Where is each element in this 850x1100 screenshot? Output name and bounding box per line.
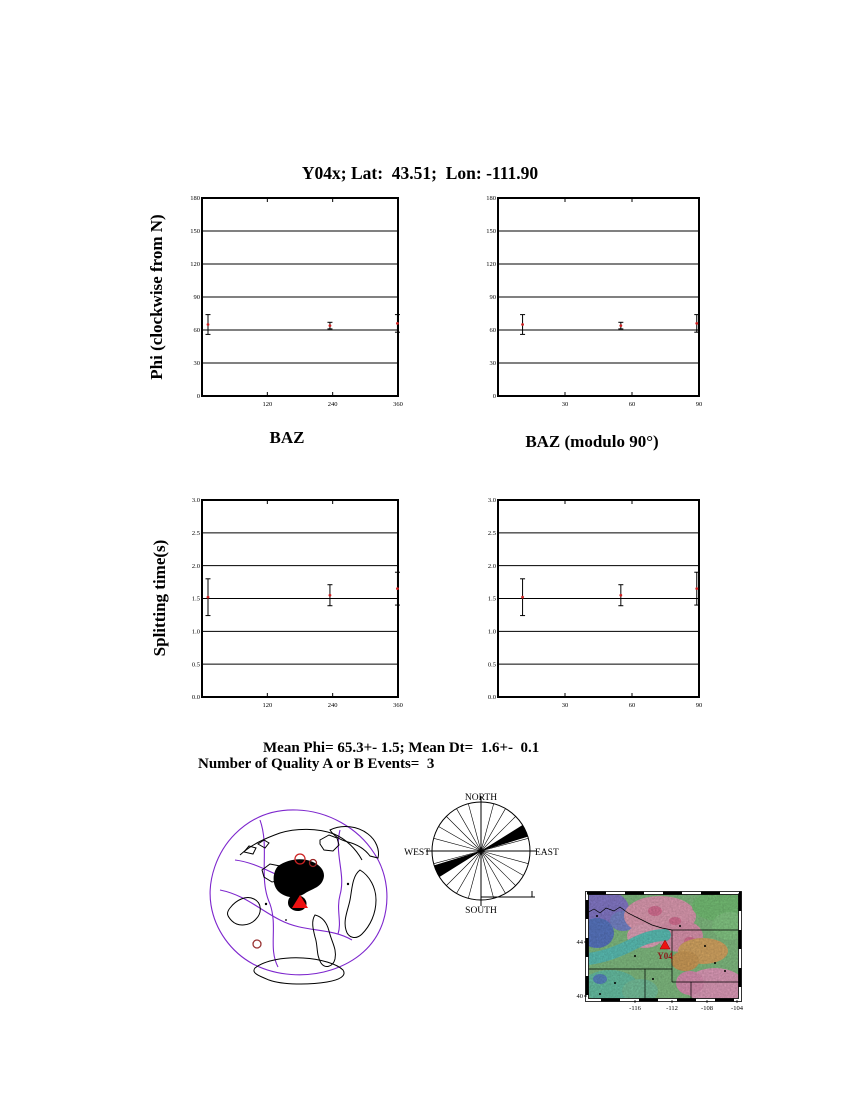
chart-content [192,497,403,709]
svg-text:150: 150 [190,228,200,236]
event-count-text: Number of Quality A or B Events= 3 [198,756,435,772]
data-point [207,596,210,599]
svg-text:3.0: 3.0 [191,497,200,505]
map-ytick-40: 40 [576,993,583,1000]
data-point [521,596,524,599]
svg-text:180: 180 [190,195,200,203]
svg-text:3.0: 3.0 [487,497,496,505]
splitting-time-axis-label: Splitting time(s) [150,539,169,657]
rose-art [426,796,536,906]
rose-plot [395,785,570,920]
svg-text:0.0: 0.0 [191,694,200,702]
topography [580,891,748,1004]
svg-text:0: 0 [196,393,200,401]
data-point [329,594,332,597]
chart-content [488,497,702,709]
svg-text:120: 120 [262,702,273,709]
rose-label-west: WEST [404,848,430,858]
baz-axis-label: BAZ [269,428,305,447]
svg-text:30: 30 [561,702,569,709]
svg-text:30: 30 [193,360,200,368]
map-xtick-112: -112 [666,1005,678,1012]
svg-text:120: 120 [486,261,496,269]
svg-text:0.5: 0.5 [191,661,200,669]
svg-text:30: 30 [489,360,496,368]
svg-text:30: 30 [561,401,569,408]
svg-text:60: 60 [628,702,636,709]
rose-filled-wedge [481,825,528,851]
continent-fill-cluster [265,859,349,921]
rose-label-east: EAST [535,848,559,858]
svg-text:120: 120 [262,401,273,408]
globe-event-map [200,800,395,992]
svg-text:0.5: 0.5 [487,661,496,669]
data-point [207,323,210,326]
svg-text:1.0: 1.0 [487,628,496,636]
baz-mod90-axis-label: BAZ (modulo 90°) [525,432,659,451]
svg-text:240: 240 [327,702,338,709]
data-point [619,324,622,327]
svg-text:60: 60 [628,401,636,408]
svg-text:1.5: 1.5 [191,595,200,603]
data-point [521,323,524,326]
phi-vs-baz-plot [172,190,408,414]
data-point [396,322,399,325]
chart-content [486,195,702,408]
svg-text:2.0: 2.0 [191,562,200,570]
map-xtick-116: -116 [629,1005,641,1012]
svg-text:90: 90 [193,294,200,302]
svg-text:0.0: 0.0 [487,694,496,702]
dt-vs-baz-plot [172,492,408,715]
svg-text:90: 90 [695,401,703,408]
svg-text:360: 360 [393,702,403,709]
svg-text:60: 60 [193,327,200,335]
svg-text:2.0: 2.0 [487,562,496,570]
map-xtick-108: -108 [701,1005,713,1012]
station-label-map: Y04 [657,951,673,961]
regional-topo-map [570,891,755,1016]
data-point [695,322,698,325]
rose-label-north: NORTH [464,793,498,803]
rose-label-south: SOUTH [465,906,497,916]
phi-vs-baz-mod90-plot [468,190,709,414]
svg-text:2.5: 2.5 [191,530,200,538]
mean-values-text: Mean Phi= 65.3+- 1.5; Mean Dt= 1.6+- 0.1 [263,740,540,756]
svg-text:1.5: 1.5 [487,595,496,603]
event-marker-3 [253,940,261,948]
data-point [695,587,698,590]
svg-text:120: 120 [190,261,200,269]
svg-text:0: 0 [492,393,496,401]
svg-text:240: 240 [327,401,338,408]
svg-text:2.5: 2.5 [487,530,496,538]
chart-content [190,195,403,408]
map-xtick-104: -104 [731,1005,743,1012]
svg-text:150: 150 [486,228,496,236]
svg-text:180: 180 [486,195,496,203]
figure-title: Y04x; Lat: 43.51; Lon: -111.90 [301,163,539,183]
dt-vs-baz-mod90-plot [468,492,709,715]
data-point [329,324,332,327]
map-ytick-44: 44 [576,939,583,946]
data-point [396,587,399,590]
svg-text:360: 360 [393,401,403,408]
svg-text:90: 90 [695,702,703,709]
svg-text:1.0: 1.0 [191,628,200,636]
svg-text:90: 90 [489,294,496,302]
phi-axis-label: Phi (clockwise from N) [147,214,166,380]
svg-text:60: 60 [489,327,496,335]
rose-filled-wedge [434,851,481,877]
data-point [619,594,622,597]
